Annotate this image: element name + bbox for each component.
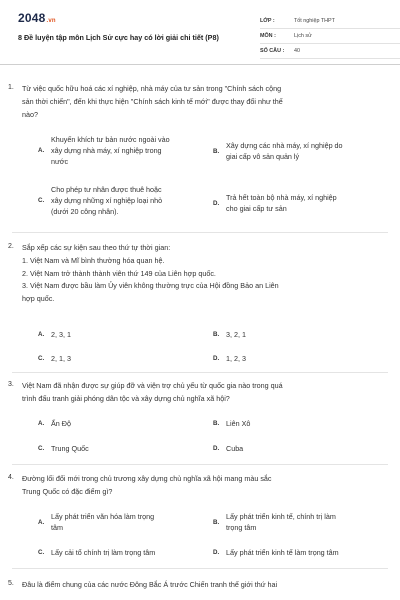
option-line: trọng tâm [226, 523, 257, 532]
option-line: Lấy phát triển văn hóa làm trọng [51, 512, 155, 521]
question-divider [12, 464, 388, 465]
question-divider [12, 232, 388, 233]
question-3 [8, 379, 376, 405]
option-text [51, 134, 170, 167]
option-text: Trung Quốc [51, 444, 89, 453]
question-stem [22, 242, 376, 305]
option-letter: D. [213, 549, 220, 556]
option-text [226, 140, 343, 162]
option-text: 3, 2, 1 [226, 330, 246, 339]
option-line: Cho phép tư nhân được thuê hoặc [51, 185, 162, 194]
option-b[interactable] [213, 329, 383, 341]
option-text: 2, 3, 1 [51, 330, 71, 339]
option-a[interactable] [38, 511, 208, 535]
stem-line: Đâu là điểm chung của các nước Đông Bắc Á trước Chiến tranh thế giới thứ hai [22, 580, 278, 589]
option-a[interactable] [38, 329, 208, 341]
question-number: 1. [8, 84, 14, 91]
option-text: Lấy phát triển kinh tế làm trọng tâm [226, 548, 339, 557]
option-letter: D. [213, 355, 220, 362]
logo-main: 2048 [18, 11, 46, 25]
meta-label: SỐ CÂU : [260, 48, 285, 54]
document-header [12, 0, 388, 60]
option-text: 1, 2, 3 [226, 354, 246, 363]
stem-line: Trung Quốc có đặc điểm gì? [22, 486, 113, 496]
option-line: Xây dựng các nhà máy, xí nghiệp do [226, 141, 343, 150]
meta-label: MÔN : [260, 33, 276, 39]
question-number: 2. [8, 243, 14, 250]
stem-line: Sắp xếp các sự kiện sau theo thứ tự thời gian: [22, 243, 171, 252]
option-line: tâm [51, 523, 63, 532]
option-line: nước [51, 157, 69, 166]
option-text: 2, 1, 3 [51, 354, 71, 363]
option-text [51, 511, 154, 533]
meta-value: Tốt nghiệp THPT [294, 18, 335, 24]
option-d[interactable] [213, 443, 383, 455]
question-number: 5. [8, 580, 14, 587]
document-title: 8 Đề luyện tập môn Lịch Sử cực hay có lời giải chi tiết (P8) [18, 33, 219, 42]
option-text: Cuba [226, 444, 244, 453]
question-2 [8, 241, 376, 305]
option-line: xây dựng nhà máy, xí nghiệp trong [51, 146, 162, 155]
option-letter: C. [38, 355, 45, 362]
stem-line: 2. Việt Nam trở thành thành viên thứ 149 của Liên hợp quốc. [22, 268, 216, 278]
option-letter: D. [213, 200, 220, 207]
option-letter: B. [213, 331, 220, 338]
question-number: 3. [8, 381, 14, 388]
option-a[interactable] [38, 418, 208, 430]
stem-line: sản thời chiến", đến khi thực hiện "Chính sách kinh tế mới" được thay đổi như thế [22, 96, 283, 106]
option-c[interactable] [38, 443, 208, 455]
option-line: Khuyến khích tư bản nước ngoài vào [51, 135, 170, 144]
question-1 [8, 82, 376, 120]
option-line: xây dựng những xí nghiệp loại nhỏ [51, 196, 163, 205]
option-letter: C. [38, 197, 45, 204]
meta-value: Lịch sử [294, 33, 312, 39]
option-d[interactable] [213, 192, 388, 216]
question-4 [8, 472, 376, 498]
question-number: 4. [8, 474, 14, 481]
option-a[interactable] [38, 134, 208, 170]
meta-value: 40 [294, 48, 300, 54]
option-b[interactable] [213, 418, 383, 430]
option-letter: A. [38, 331, 45, 338]
question-stem [22, 83, 376, 120]
meta-row-subject [260, 29, 400, 44]
option-text [226, 511, 336, 533]
option-b[interactable] [213, 140, 388, 164]
stem-line: 1. Việt Nam và Mĩ bình thường hóa quan hệ. [22, 255, 165, 265]
option-text: Liên Xô [226, 419, 251, 428]
stem-line: nào? [22, 109, 38, 119]
option-text: Lấy cải tổ chính trị làm trọng tâm [51, 548, 156, 557]
option-text [226, 192, 337, 214]
option-c[interactable] [38, 353, 208, 365]
option-b[interactable] [213, 511, 388, 535]
option-line: Trả hết toàn bộ nhà máy, xí nghiệp [226, 193, 337, 202]
option-text [51, 184, 162, 217]
stem-line: Việt Nam đã nhận được sự giúp đỡ và viện trợ chủ yếu từ quốc gia nào trong quá [22, 381, 283, 390]
option-line: Lấy phát triển kinh tế, chính trị làm [226, 512, 336, 521]
option-letter: A. [38, 147, 45, 154]
option-letter: C. [38, 445, 45, 452]
site-logo[interactable] [18, 11, 56, 25]
option-letter: A. [38, 420, 45, 427]
option-letter: A. [38, 519, 45, 526]
option-letter: C. [38, 549, 45, 556]
question-stem [22, 380, 376, 405]
option-line: cho giai cấp tư sản [226, 204, 287, 213]
question-5 [8, 578, 376, 591]
option-letter: B. [213, 148, 220, 155]
option-c[interactable] [38, 547, 208, 559]
option-letter: D. [213, 445, 220, 452]
option-letter: B. [213, 420, 220, 427]
option-letter: B. [213, 519, 220, 526]
option-c[interactable] [38, 184, 208, 220]
meta-label: LỚP : [260, 18, 275, 24]
question-divider [12, 568, 388, 569]
header-divider [0, 64, 400, 65]
stem-line: 3. Việt Nam được bầu làm Ủy viên không thường trực của Hội đồng Bảo an Liên [22, 281, 279, 291]
meta-table [260, 14, 400, 59]
meta-row-class [260, 14, 400, 29]
logo-suffix: .vn [46, 18, 56, 24]
question-stem [22, 579, 376, 591]
option-line: (dưới 20 công nhân). [51, 207, 119, 216]
option-d[interactable] [213, 547, 388, 559]
stem-line: trình đấu tranh giải phóng dân tộc và xây dựng chủ nghĩa xã hội? [22, 393, 230, 403]
question-stem [22, 473, 376, 498]
stem-line: Từ việc quốc hữu hoá các xí nghiệp, nhà máy của tư sản trong "Chính sách cộng [22, 84, 282, 93]
meta-row-count [260, 44, 400, 59]
option-line: giai cấp vô sản quản lý [226, 152, 300, 161]
option-d[interactable] [213, 353, 383, 365]
question-divider [12, 372, 388, 373]
stem-line: hợp quốc. [22, 294, 55, 304]
option-text: Ấn Độ [51, 419, 71, 428]
stem-line: Đường lối đổi mới trong chủ trương xây dựng chủ nghĩa xã hội mang màu sắc [22, 474, 272, 483]
